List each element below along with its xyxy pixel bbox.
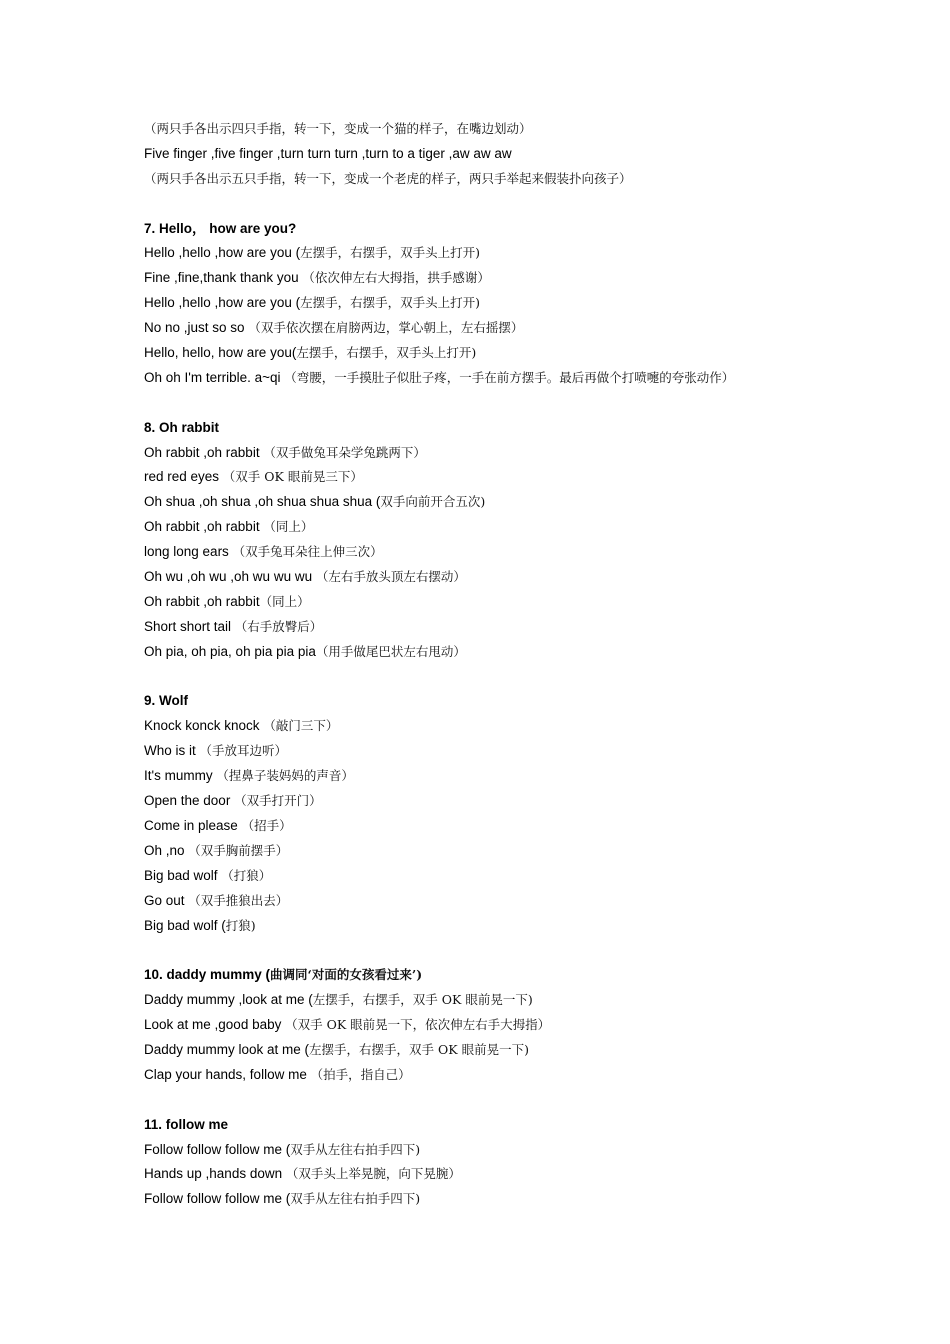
chinese-instruction: 打狼) (225, 917, 256, 933)
chinese-instruction: 左摆手，右摆手，双手 OK 眼前晃一下) (309, 1041, 529, 1057)
english-text: Look at me ,good baby (144, 1017, 286, 1033)
english-text: Oh ,no (144, 842, 189, 858)
lyric-line (144, 764, 924, 789)
chinese-instruction: （两只手各出示四只手指，转一下，变成一个猫的样子，在嘴边划动） (144, 121, 532, 136)
section-heading (144, 217, 924, 242)
lyric-line (144, 1038, 924, 1063)
blank-line (144, 192, 924, 217)
lyric-line (144, 515, 924, 540)
lyric-line (144, 465, 924, 490)
lyric-line (144, 1162, 924, 1187)
lyric-line (144, 266, 924, 291)
lyric-line (144, 864, 924, 889)
english-text: 10. daddy mummy ( (144, 967, 271, 983)
english-text: long long ears (144, 544, 233, 560)
lyric-line (144, 914, 924, 939)
lyric-line (144, 988, 924, 1013)
lyric-line (144, 341, 924, 366)
lyric-line (144, 117, 924, 142)
english-text: 11. follow me (144, 1116, 229, 1132)
english-text: No no ,just so so (144, 320, 249, 336)
chinese-instruction: 双手从左往右拍手四下) (290, 1141, 421, 1157)
english-text: Open the door (144, 793, 235, 809)
chinese-instruction: （同上） (259, 593, 310, 609)
lyric-line (144, 739, 924, 764)
english-text: It's mummy (144, 768, 217, 784)
english-text: 9. Wolf (144, 693, 189, 709)
lyric-line (144, 640, 924, 665)
english-text: Go out (144, 892, 189, 908)
chinese-instruction: 左摆手，右摆手，双手头上打开) (300, 295, 480, 311)
lyric-line (144, 565, 924, 590)
section-heading (144, 963, 924, 988)
chinese-instruction: （双手做兔耳朵学兔跳两下） (263, 444, 426, 460)
lyric-line (144, 1138, 924, 1163)
chinese-instruction: （双手 OK 眼前晃一下，依次伸左右手大拇指） (285, 1017, 551, 1033)
lyric-line (144, 366, 924, 391)
chinese-instruction: （打狼） (221, 867, 272, 883)
english-text: 7. Hello， how are you? (144, 220, 297, 236)
english-text: Big bad wolf (144, 867, 222, 883)
english-text: Hands up ,hands down (144, 1166, 286, 1182)
chinese-instruction: （双手依次摆在肩膀两边，掌心朝上，左右摇摆） (248, 320, 524, 336)
lyric-line (144, 814, 924, 839)
chinese-instruction: （招手） (241, 817, 292, 833)
lyric-line (144, 789, 924, 814)
chinese-instruction: （同上） (263, 519, 314, 535)
chinese-instruction: （双手头上举晃腕，向下晃腕） (285, 1166, 461, 1182)
lyric-line (144, 241, 924, 266)
lyric-line (144, 1187, 924, 1212)
english-text: Oh rabbit ,oh rabbit (144, 593, 260, 609)
english-text: Hello, hello, how are you( (144, 345, 297, 361)
blank-line (144, 665, 924, 690)
lyric-line (144, 540, 924, 565)
english-text: Fine ,fine,thank thank you (144, 270, 303, 286)
english-text: Oh wu ,oh wu ,oh wu wu wu (144, 569, 316, 585)
english-text: Follow follow follow me ( (144, 1141, 291, 1157)
blank-line (144, 391, 924, 416)
english-text: red red eyes (144, 469, 223, 485)
section-heading (144, 1113, 924, 1138)
lyric-line (144, 291, 924, 316)
english-text: Come in please (144, 817, 242, 833)
lyric-line (144, 889, 924, 914)
english-text: Short short tail (144, 618, 235, 634)
lyric-line (144, 142, 924, 167)
lyric-line (144, 839, 924, 864)
english-text: Oh oh I'm terrible. a~qi (144, 369, 285, 385)
chinese-instruction: 左摆手，右摆手，双手头上打开) (296, 345, 477, 361)
blank-line (144, 1088, 924, 1113)
lyric-line (144, 441, 924, 466)
english-text: Oh pia, oh pia, oh pia pia pia (144, 643, 316, 659)
english-text: 8. Oh rabbit (144, 419, 220, 435)
lyric-line (144, 1063, 924, 1088)
chinese-instruction: （双手兔耳朵往上伸三次） (232, 544, 383, 560)
section-heading (144, 689, 924, 714)
chinese-instruction: 双手向前开合五次) (380, 494, 486, 510)
english-text: Oh rabbit ,oh rabbit (144, 519, 264, 535)
chinese-instruction: （双手 OK 眼前晃三下） (222, 469, 363, 485)
chinese-instruction: 左摆手，右摆手，双手 OK 眼前晃一下) (312, 992, 533, 1008)
lyric-line (144, 1013, 924, 1038)
chinese-instruction: （双手推狼出去） (188, 892, 289, 908)
chinese-instruction: （右手放臀后） (234, 618, 323, 634)
lyric-line (144, 167, 924, 192)
chinese-instruction: （捏鼻子装妈妈的声音） (216, 768, 354, 784)
chinese-instruction: 曲调同‘对面的女孩看过来’) (270, 967, 423, 983)
english-text: Clap your hands, follow me (144, 1066, 311, 1082)
chinese-instruction: 双手从左往右拍手四下) (290, 1191, 421, 1207)
english-text: Oh shua ,oh shua ,oh shua shua shua ( (144, 494, 381, 510)
section-heading (144, 416, 924, 441)
english-text: Daddy mummy ,look at me ( (144, 992, 313, 1008)
chinese-instruction: （两只手各出示五只手指，转一下，变成一个老虎的样子，两只手举起来假装扑向孩子） (144, 170, 632, 186)
english-text: Who is it (144, 743, 200, 759)
english-text: Daddy mummy look at me ( (144, 1041, 310, 1057)
lyric-line (144, 316, 924, 341)
lyric-line (144, 590, 924, 615)
english-text: Five finger ,five finger ,turn turn turn ,turn to a tiger ,aw aw aw (144, 145, 512, 161)
chinese-instruction: （弯腰，一手摸肚子似肚子疼，一手在前方摆手。最后再做个打喷嚏的夸张动作） (284, 369, 735, 385)
chinese-instruction: （用手做尾巴状左右甩动） (315, 643, 466, 659)
lyric-line (144, 490, 924, 515)
chinese-instruction: （依次伸左右大拇指，拱手感谢） (302, 270, 490, 286)
chinese-instruction: 左摆手，右摆手，双手头上打开) (300, 245, 480, 261)
chinese-instruction: （双手打开门） (234, 793, 322, 809)
lyric-line (144, 615, 924, 640)
english-text: Hello ,hello ,how are you ( (144, 245, 301, 261)
english-text: Oh rabbit ,oh rabbit (144, 444, 264, 460)
chinese-instruction: （双手胸前摆手） (188, 842, 289, 858)
english-text: Knock konck knock (144, 718, 264, 734)
lyric-line (144, 714, 924, 739)
chinese-instruction: （手放耳边听） (199, 743, 288, 759)
blank-line (144, 938, 924, 963)
english-text: Follow follow follow me ( (144, 1191, 291, 1207)
document-page (144, 117, 924, 1212)
english-text: Hello ,hello ,how are you ( (144, 295, 301, 311)
chinese-instruction: （左右手放头顶左右摆动） (315, 569, 466, 585)
chinese-instruction: （敲门三下） (263, 718, 339, 734)
english-text: Big bad wolf ( (144, 917, 226, 933)
chinese-instruction: （拍手，指自己） (310, 1066, 411, 1082)
